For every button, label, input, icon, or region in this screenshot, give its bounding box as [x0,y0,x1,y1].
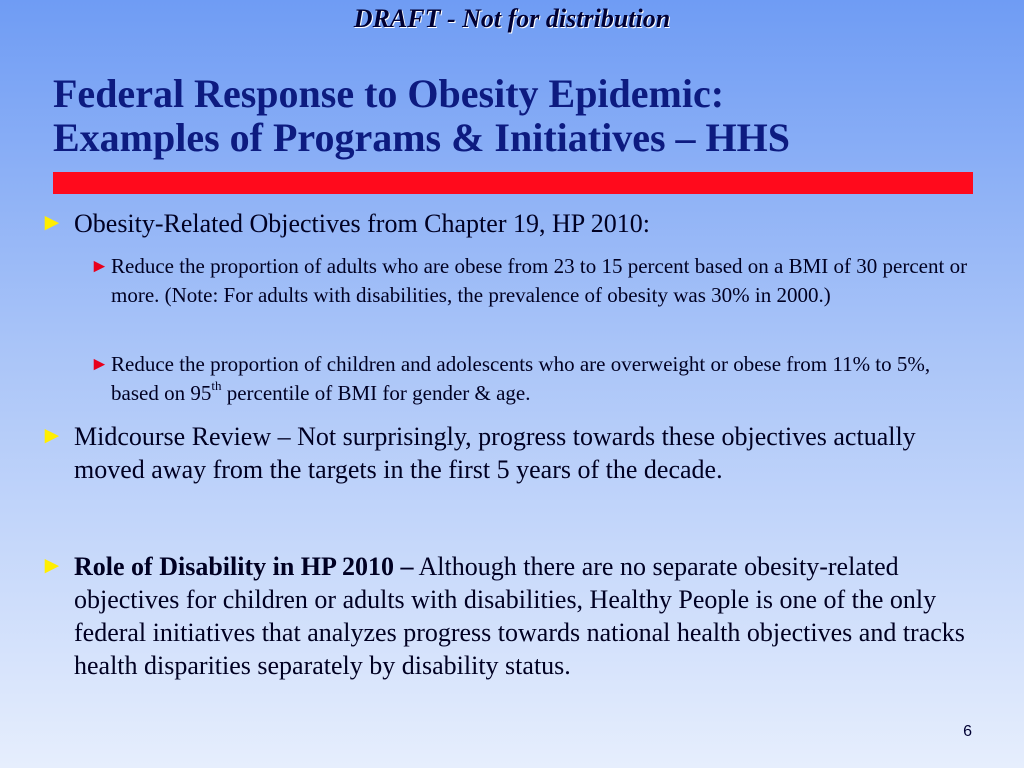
subbullet-children [90,350,980,408]
title-line-2: Examples of Programs & Initiatives – HHS [53,115,791,160]
bullet-disability-body: Although there are no separate obesity-related objectives for children or adults with disabilities, Healthy People is one of the only federal initiatives that analyzes progress towards national health objectives and tracks health disparities separately by disability status. [74,552,965,680]
subbullet-children-part2: percentile of BMI for gender & age. [221,381,531,405]
page-number: 6 [963,723,972,740]
bullet-disability-heading: Role of Disability in HP 2010 – [74,552,414,581]
bullet-arrow-icon: ► [40,553,64,579]
title-line-1: Federal Response to Obesity Epidemic: [53,71,725,116]
subbullet-adults-text: Reduce the proportion of adults who are obese from 23 to 15 percent based on a BMI of 30 percent or more. (Note: For adults with disabilities, the prevalence of obesity was 30% in 2000.) [111,254,968,307]
bullet-midcourse-text: Midcourse Review – Not surprisingly, progress towards these objectives actually moved away from the targets in the first 5 years of the decade. [74,422,916,484]
bullet-disability-text [74,550,970,682]
slide-title [53,72,993,160]
bullet-objectives-text: Obesity-Related Objectives from Chapter 19, HP 2010: [74,209,650,238]
bullet-arrow-icon: ► [40,423,64,449]
subbullet-arrow-icon: ► [90,256,109,277]
subbullet-arrow-icon: ► [90,354,109,375]
subbullet-children-text [111,350,980,408]
subbullet-adults [90,252,980,310]
bullet-disability [40,550,970,682]
title-divider-bar [53,172,973,194]
bullet-objectives [40,207,970,240]
bullet-midcourse [40,420,970,486]
subbullet-children-part1: Reduce the proportion of children and adolescents who are overweight or obese from 11% to 5%, based on 95 [111,352,931,405]
bullet-arrow-icon: ► [40,210,64,236]
superscript-th: th [211,378,222,393]
draft-label: DRAFT - Not for distribution [353,4,671,33]
